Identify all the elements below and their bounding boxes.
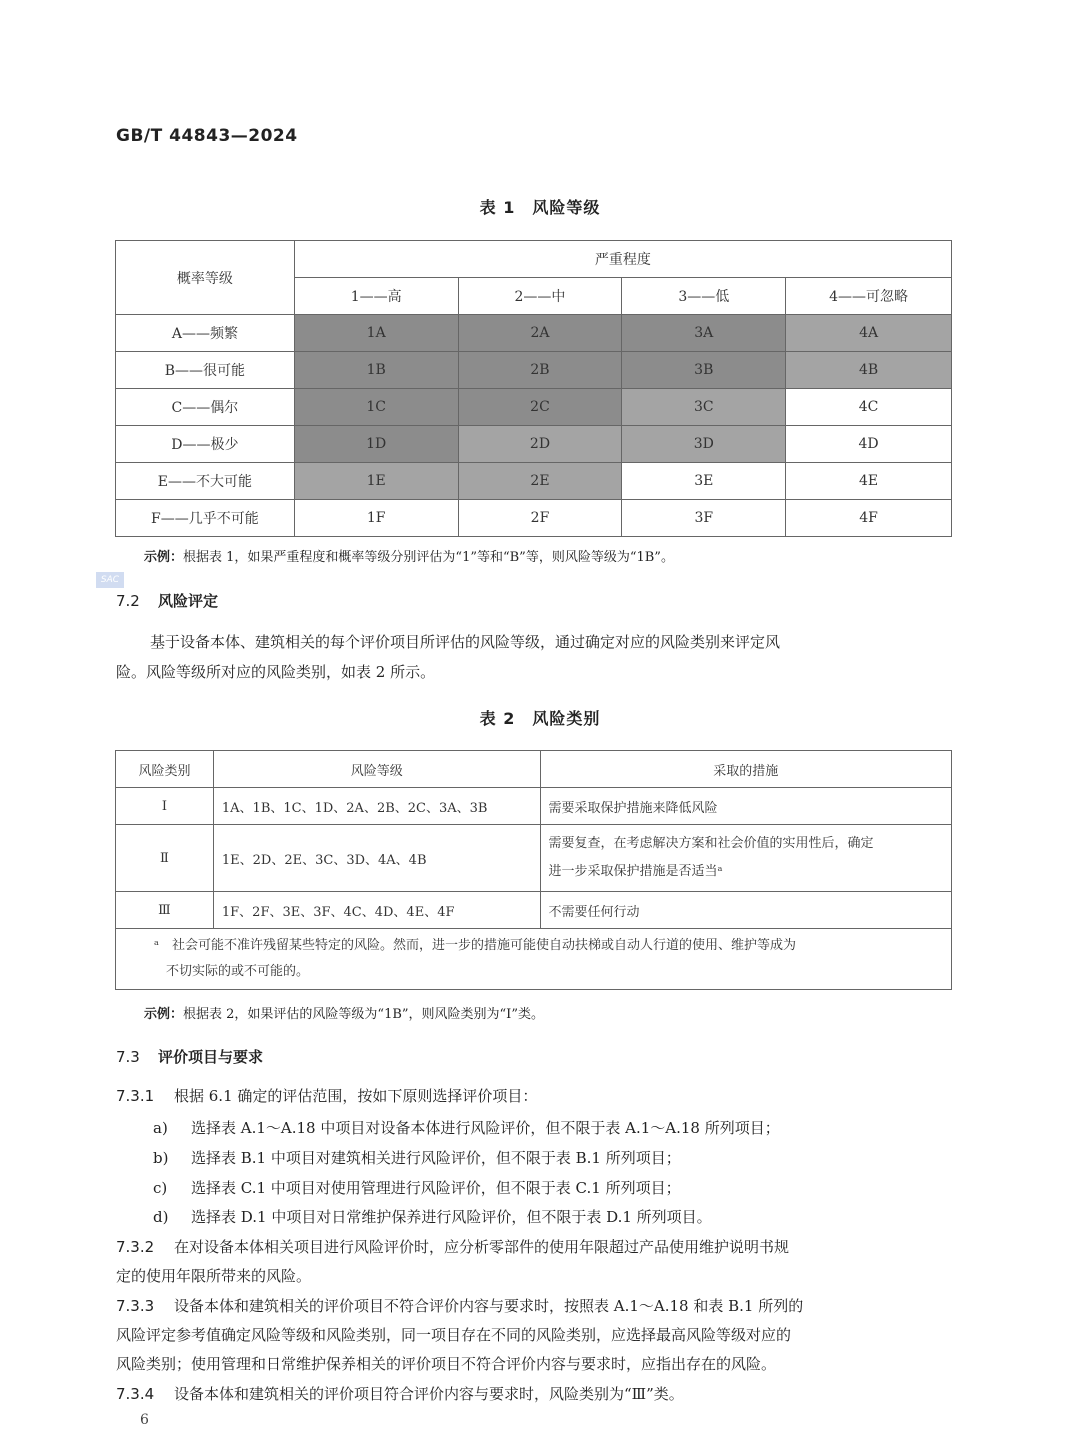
section-7-2-para-line1: 基于设备本体、建筑相关的每个评价项目所评估的风险等级，通过确定对应的风险类别来评定风: [150, 633, 781, 651]
section-7-3-heading: [116, 1046, 263, 1067]
list-item-text: 选择表 D.1 中项目对日常维护保养进行风险评价，但不限于表 D.1 所列项目。: [191, 1208, 712, 1226]
risk-level-cell: 4A: [786, 315, 952, 352]
table2-header-levels: 风险等级: [213, 751, 540, 788]
severity-col-header: 4——可忽略: [786, 278, 952, 315]
risk-level-cell: 1C: [294, 389, 458, 426]
measure-cell: 需要采取保护措施来降低风险: [540, 788, 952, 825]
risk-levels-cell: 1A、1B、1C、1D、2A、2B、2C、3A、3B: [213, 788, 540, 825]
probability-level-label: B——很可能: [116, 352, 295, 389]
risk-level-cell: 3E: [622, 463, 786, 500]
severity-col-header: 3——低: [622, 278, 786, 315]
risk-level-cell: 3A: [622, 315, 786, 352]
risk-row: [116, 426, 952, 463]
section-number: 7.2: [116, 592, 140, 610]
risk-category-cell: Ⅱ: [116, 825, 214, 892]
section-7-2-para-line2: 险。风险等级所对应的风险类别，如表 2 所示。: [116, 663, 436, 681]
section-title: 评价项目与要求: [158, 1048, 264, 1066]
risk-level-cell: 1A: [294, 315, 458, 352]
risk-levels-cell: 1E、2D、2E、3C、3D、4A、4B: [213, 825, 540, 892]
footnote-line: ᵃ 社会可能不准许残留某些特定的风险。然而，进一步的措施可能使自动扶梯或自动人行道的使用、维护等成为: [154, 938, 797, 953]
measure-cell: [540, 825, 952, 892]
list-item-text: 选择表 B.1 中项目对建筑相关进行风险评价，但不限于表 B.1 所列项目；: [191, 1149, 681, 1167]
list-item-label: a): [153, 1119, 168, 1137]
risk-category-cell: Ⅰ: [116, 788, 214, 825]
risk-row: [116, 389, 952, 426]
table2-header-measures: 采取的措施: [540, 751, 952, 788]
section-title: 风险评定: [158, 592, 219, 610]
measure-line: 需要复查，在考虑解决方案和社会价值的实用性后，确定: [548, 836, 874, 851]
clause-7-3-3-line3: 风险类别；使用管理和日常维护保养相关的评价项目不符合评价内容与要求时，应指出存在的风险。: [116, 1355, 777, 1373]
risk-level-cell: 2E: [458, 463, 622, 500]
probability-level-label: F——几乎不可能: [116, 500, 295, 537]
risk-level-cell: 2D: [458, 426, 622, 463]
risk-row: [116, 463, 952, 500]
risk-level-cell: 2F: [458, 500, 622, 537]
risk-level-cell: 4E: [786, 463, 952, 500]
risk-category-table: [115, 750, 952, 990]
risk-row: [116, 315, 952, 352]
severity-col-header: 2——中: [458, 278, 622, 315]
clause-text: 设备本体和建筑相关的评价项目不符合评价内容与要求时，按照表 A.1～A.18 和表 B.1 所列的: [174, 1297, 804, 1315]
clause-text: 在对设备本体相关项目进行风险评价时，应分析零部件的使用年限超过产品使用维护说明书规: [174, 1238, 790, 1256]
risk-level-cell: 3B: [622, 352, 786, 389]
page-number: 6: [140, 1412, 149, 1428]
clause-number: 7.3.2: [116, 1238, 155, 1256]
sac-watermark-logo: SAC: [96, 572, 124, 588]
example-label: 示例：: [144, 1007, 184, 1022]
risk-level-cell: 2B: [458, 352, 622, 389]
risk-level-cell: 1B: [294, 352, 458, 389]
risk-level-cell: 4D: [786, 426, 952, 463]
measure-cell: 不需要任何行动: [540, 892, 952, 929]
risk-row: [116, 500, 952, 537]
list-item-text: 选择表 A.1～A.18 中项目对设备本体进行风险评价，但不限于表 A.1～A.18 所列项目；: [191, 1119, 780, 1137]
standard-code: GB/T 44843—2024: [116, 126, 298, 146]
clause-7-3-4: [116, 1383, 684, 1404]
example-text: 根据表 2，如果评估的风险等级为“1B”，则风险类别为“Ⅰ”类。: [183, 1007, 544, 1022]
risk-level-cell: 4F: [786, 500, 952, 537]
measure-line: 进一步采取保护措施是否适当ᵃ: [548, 864, 723, 879]
example-text: 根据表 1，如果严重程度和概率等级分别评估为“1”等和“B”等，则风险等级为“1B”。: [183, 550, 674, 565]
table2-header-category: 风险类别: [116, 751, 214, 788]
clause-text: 根据 6.1 确定的评估范围，按如下原则选择评价项目：: [174, 1087, 538, 1105]
probability-level-label: D——极少: [116, 426, 295, 463]
table2-footnote: [116, 929, 952, 990]
clause-number: 7.3.1: [116, 1087, 155, 1105]
section-number: 7.3: [116, 1048, 140, 1066]
example-label: 示例：: [144, 550, 184, 565]
list-item: [153, 1117, 780, 1138]
list-item-label: b): [153, 1149, 169, 1167]
probability-level-label: E——不大可能: [116, 463, 295, 500]
probability-level-label: A——频繁: [116, 315, 295, 352]
list-item: [153, 1147, 681, 1168]
table2-example: [144, 1003, 544, 1022]
risk-level-cell: 1E: [294, 463, 458, 500]
risk-level-cell: 4C: [786, 389, 952, 426]
table2-title: 表 2 风险类别: [479, 709, 601, 728]
list-item-text: 选择表 C.1 中项目对使用管理进行风险评价，但不限于表 C.1 所列项目；: [191, 1179, 681, 1197]
clause-7-3-2-line2: 定的使用年限所带来的风险。: [116, 1267, 312, 1285]
clause-7-3-2: [116, 1236, 789, 1257]
list-item-label: c): [153, 1179, 168, 1197]
risk-level-cell: 1D: [294, 426, 458, 463]
footnote-line: 不切实际的或不可能的。: [166, 964, 310, 979]
risk-level-cell: 2C: [458, 389, 622, 426]
risk-level-table: [115, 240, 952, 537]
list-item: [153, 1206, 712, 1227]
clause-7-3-3: [116, 1295, 803, 1316]
risk-level-cell: 3D: [622, 426, 786, 463]
clause-7-3-3-line2: 风险评定参考值确定风险等级和风险类别，同一项目存在不同的风险类别，应选择最高风险等级对应的: [116, 1326, 792, 1344]
probability-level-label: C——偶尔: [116, 389, 295, 426]
section-7-2-heading: [116, 590, 218, 611]
clause-7-3-1: [116, 1085, 537, 1106]
risk-level-cell: 1F: [294, 500, 458, 537]
risk-level-cell: 4B: [786, 352, 952, 389]
clause-number: 7.3.4: [116, 1385, 155, 1403]
probability-level-header: 概率等级: [116, 241, 295, 315]
table1-example: [144, 546, 674, 565]
severity-header: 严重程度: [294, 241, 951, 278]
risk-level-cell: 2A: [458, 315, 622, 352]
severity-col-header: 1——高: [294, 278, 458, 315]
clause-text: 设备本体和建筑相关的评价项目符合评价内容与要求时，风险类别为“Ⅲ”类。: [174, 1385, 684, 1403]
risk-row: [116, 352, 952, 389]
risk-level-cell: 3F: [622, 500, 786, 537]
list-item: [153, 1177, 681, 1198]
risk-levels-cell: 1F、2F、3E、3F、4C、4D、4E、4F: [213, 892, 540, 929]
clause-number: 7.3.3: [116, 1297, 155, 1315]
list-item-label: d): [153, 1208, 169, 1226]
risk-category-cell: Ⅲ: [116, 892, 214, 929]
table1-title: 表 1 风险等级: [479, 198, 601, 217]
risk-level-cell: 3C: [622, 389, 786, 426]
